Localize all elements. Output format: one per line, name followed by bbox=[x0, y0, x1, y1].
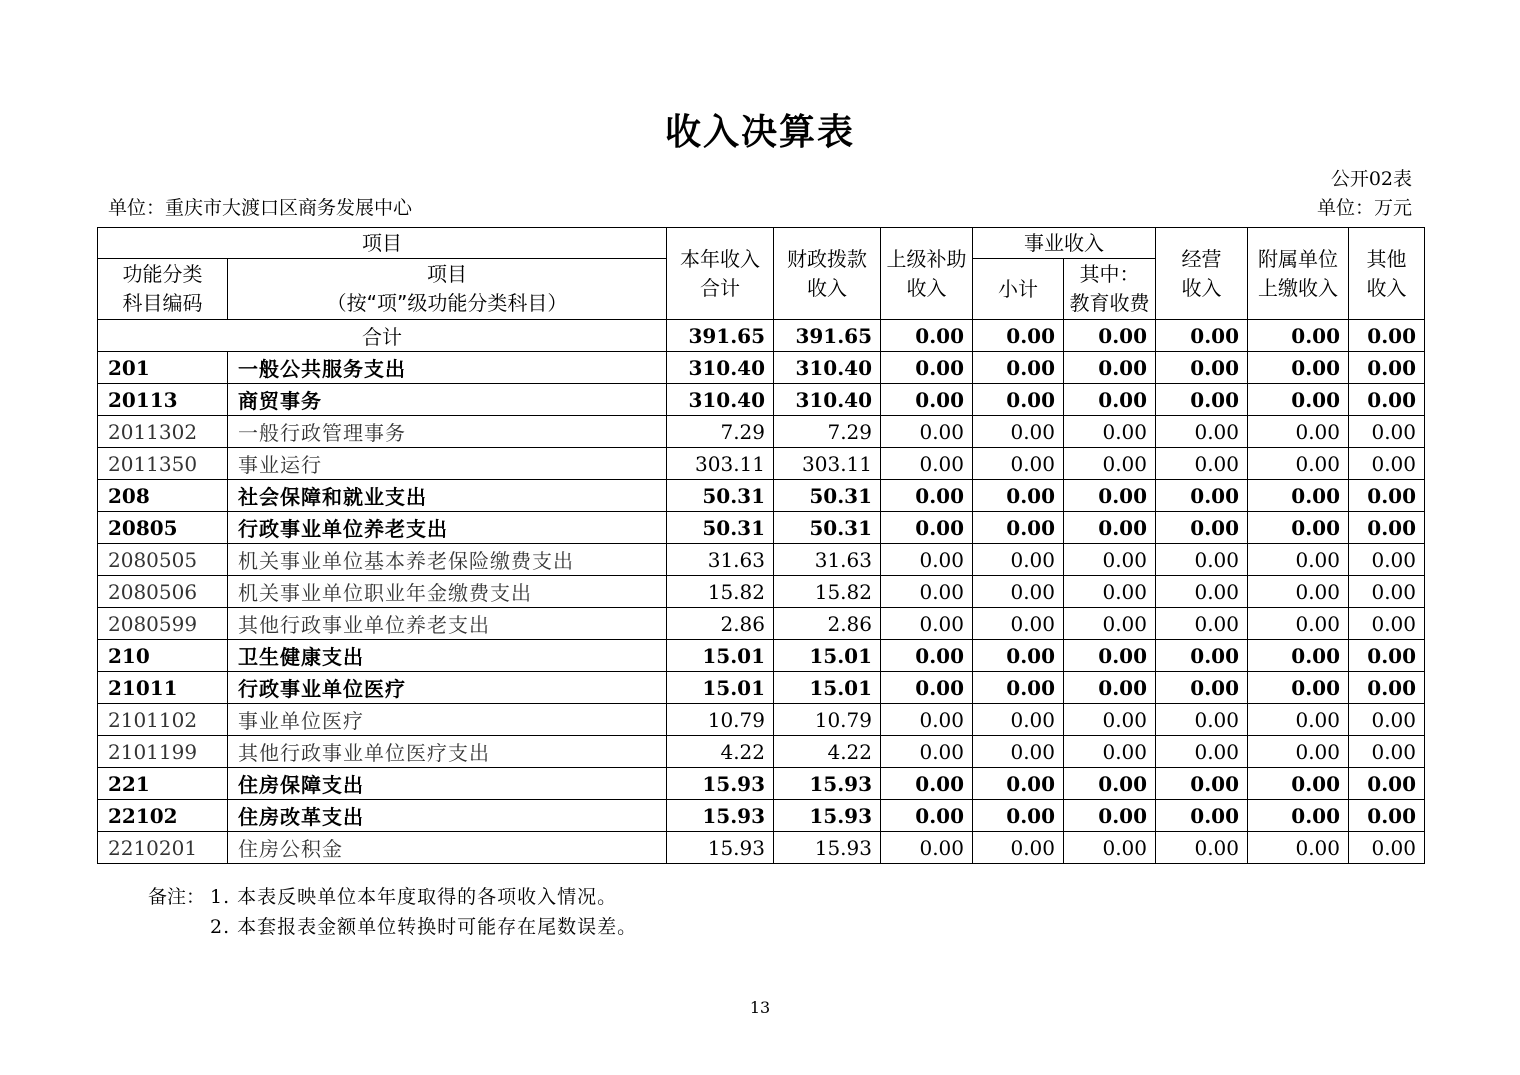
row-value: 0.00 bbox=[1349, 768, 1425, 800]
table-row bbox=[98, 416, 1425, 448]
row-value: 15.93 bbox=[774, 800, 881, 832]
row-value: 15.93 bbox=[774, 768, 881, 800]
row-value: 303.11 bbox=[667, 448, 774, 480]
row-value: 0.00 bbox=[973, 704, 1064, 736]
row-code: 2210201 bbox=[98, 832, 228, 864]
row-value: 0.00 bbox=[1248, 800, 1349, 832]
notes bbox=[148, 882, 637, 942]
row-value: 0.00 bbox=[1156, 384, 1248, 416]
total-cell: 0.00 bbox=[1156, 320, 1248, 352]
row-value: 15.93 bbox=[774, 832, 881, 864]
page-number: 13 bbox=[749, 998, 771, 1017]
row-value: 0.00 bbox=[1156, 352, 1248, 384]
row-value: 0.00 bbox=[881, 768, 973, 800]
row-value: 0.00 bbox=[1064, 512, 1156, 544]
currency-unit: 单位：万元 bbox=[1316, 197, 1412, 219]
total-cell: 0.00 bbox=[1064, 320, 1156, 352]
row-value: 0.00 bbox=[881, 832, 973, 864]
table-row bbox=[98, 448, 1425, 480]
row-value: 0.00 bbox=[1349, 640, 1425, 672]
row-value: 0.00 bbox=[1064, 640, 1156, 672]
row-value: 10.79 bbox=[774, 704, 881, 736]
note-item: 1. 本表反映单位本年度取得的各项收入情况。 bbox=[210, 886, 618, 908]
row-value: 0.00 bbox=[1349, 608, 1425, 640]
row-value: 0.00 bbox=[881, 704, 973, 736]
row-value: 310.40 bbox=[667, 352, 774, 384]
row-value: 0.00 bbox=[1064, 608, 1156, 640]
row-value: 0.00 bbox=[1248, 512, 1349, 544]
header-code: 功能分类 科目编码 bbox=[98, 259, 228, 320]
row-value: 0.00 bbox=[973, 512, 1064, 544]
row-value: 0.00 bbox=[1156, 608, 1248, 640]
row-value: 0.00 bbox=[881, 384, 973, 416]
row-value: 0.00 bbox=[973, 768, 1064, 800]
table-row bbox=[98, 736, 1425, 768]
total-cell: 0.00 bbox=[881, 320, 973, 352]
row-value: 2.86 bbox=[667, 608, 774, 640]
row-value: 0.00 bbox=[1156, 768, 1248, 800]
table-row bbox=[98, 640, 1425, 672]
row-value: 0.00 bbox=[973, 608, 1064, 640]
row-value: 0.00 bbox=[1156, 640, 1248, 672]
row-value: 310.40 bbox=[774, 384, 881, 416]
table-row bbox=[98, 800, 1425, 832]
row-value: 0.00 bbox=[973, 736, 1064, 768]
row-value: 0.00 bbox=[1248, 384, 1349, 416]
row-code: 210 bbox=[98, 640, 228, 672]
row-name: 其他行政事业单位养老支出 bbox=[228, 608, 667, 640]
row-value: 0.00 bbox=[1064, 352, 1156, 384]
row-value: 0.00 bbox=[1064, 416, 1156, 448]
row-code: 2101199 bbox=[98, 736, 228, 768]
header-other: 其他 收入 bbox=[1349, 228, 1425, 320]
row-value: 0.00 bbox=[973, 384, 1064, 416]
header-affiliated: 附属单位 上缴收入 bbox=[1248, 228, 1349, 320]
row-code: 22102 bbox=[98, 800, 228, 832]
row-value: 15.01 bbox=[667, 640, 774, 672]
table-row bbox=[98, 384, 1425, 416]
row-value: 0.00 bbox=[1349, 352, 1425, 384]
total-row bbox=[98, 320, 1425, 352]
row-value: 0.00 bbox=[1064, 736, 1156, 768]
row-value: 4.22 bbox=[774, 736, 881, 768]
row-value: 0.00 bbox=[1349, 800, 1425, 832]
row-value: 50.31 bbox=[667, 480, 774, 512]
row-value: 0.00 bbox=[1248, 672, 1349, 704]
header-total: 本年收入 合计 bbox=[667, 228, 774, 320]
row-value: 0.00 bbox=[1248, 640, 1349, 672]
row-value: 15.93 bbox=[667, 800, 774, 832]
row-value: 0.00 bbox=[973, 416, 1064, 448]
table-row bbox=[98, 608, 1425, 640]
row-value: 0.00 bbox=[1349, 832, 1425, 864]
row-value: 0.00 bbox=[881, 544, 973, 576]
row-value: 0.00 bbox=[1248, 416, 1349, 448]
row-value: 0.00 bbox=[1156, 416, 1248, 448]
row-value: 15.01 bbox=[774, 672, 881, 704]
row-value: 0.00 bbox=[1064, 480, 1156, 512]
row-code: 20805 bbox=[98, 512, 228, 544]
row-value: 0.00 bbox=[1156, 672, 1248, 704]
row-code: 201 bbox=[98, 352, 228, 384]
row-value: 0.00 bbox=[1349, 480, 1425, 512]
row-name: 机关事业单位职业年金缴费支出 bbox=[228, 576, 667, 608]
row-value: 0.00 bbox=[1156, 736, 1248, 768]
row-value: 15.82 bbox=[774, 576, 881, 608]
row-value: 0.00 bbox=[1064, 800, 1156, 832]
header-row-1 bbox=[98, 228, 1425, 259]
row-value: 0.00 bbox=[973, 832, 1064, 864]
row-value: 0.00 bbox=[973, 544, 1064, 576]
row-value: 0.00 bbox=[1248, 704, 1349, 736]
row-name: 事业运行 bbox=[228, 448, 667, 480]
income-table bbox=[97, 227, 1425, 864]
row-name: 住房保障支出 bbox=[228, 768, 667, 800]
row-value: 0.00 bbox=[973, 448, 1064, 480]
row-value: 0.00 bbox=[1248, 352, 1349, 384]
form-number: 公开02表 bbox=[1330, 168, 1412, 190]
row-name: 机关事业单位基本养老保险缴费支出 bbox=[228, 544, 667, 576]
header-operating: 经营 收入 bbox=[1156, 228, 1248, 320]
row-name: 卫生健康支出 bbox=[228, 640, 667, 672]
row-value: 0.00 bbox=[1349, 512, 1425, 544]
total-cell: 0.00 bbox=[973, 320, 1064, 352]
row-value: 0.00 bbox=[1156, 544, 1248, 576]
row-value: 0.00 bbox=[1248, 768, 1349, 800]
row-value: 15.82 bbox=[667, 576, 774, 608]
total-cell: 391.65 bbox=[667, 320, 774, 352]
row-value: 2.86 bbox=[774, 608, 881, 640]
header-superior: 上级补助 收入 bbox=[881, 228, 973, 320]
total-cell: 391.65 bbox=[774, 320, 881, 352]
row-value: 0.00 bbox=[881, 448, 973, 480]
row-value: 0.00 bbox=[1064, 704, 1156, 736]
row-value: 0.00 bbox=[881, 672, 973, 704]
row-value: 4.22 bbox=[667, 736, 774, 768]
row-value: 0.00 bbox=[1248, 544, 1349, 576]
table-row bbox=[98, 544, 1425, 576]
row-name: 商贸事务 bbox=[228, 384, 667, 416]
row-name: 一般公共服务支出 bbox=[228, 352, 667, 384]
row-value: 0.00 bbox=[1349, 448, 1425, 480]
row-value: 0.00 bbox=[1349, 736, 1425, 768]
row-name: 行政事业单位养老支出 bbox=[228, 512, 667, 544]
row-value: 0.00 bbox=[973, 576, 1064, 608]
row-value: 0.00 bbox=[1349, 576, 1425, 608]
row-value: 0.00 bbox=[1064, 832, 1156, 864]
row-value: 0.00 bbox=[1156, 448, 1248, 480]
organization-unit: 单位：重庆市大渡口区商务发展中心 bbox=[108, 197, 413, 219]
notes-label: 备注： bbox=[148, 886, 206, 908]
page-title: 收入决算表 bbox=[664, 112, 855, 153]
row-value: 15.93 bbox=[667, 832, 774, 864]
total-cell: 0.00 bbox=[1248, 320, 1349, 352]
header-item: 项目 bbox=[98, 228, 667, 259]
row-value: 0.00 bbox=[973, 352, 1064, 384]
row-value: 50.31 bbox=[774, 480, 881, 512]
row-value: 0.00 bbox=[1349, 704, 1425, 736]
row-value: 0.00 bbox=[881, 640, 973, 672]
table-row bbox=[98, 768, 1425, 800]
header-name: 项目 （按“项”级功能分类科目） bbox=[228, 259, 667, 320]
row-value: 0.00 bbox=[1064, 768, 1156, 800]
row-value: 310.40 bbox=[667, 384, 774, 416]
row-code: 221 bbox=[98, 768, 228, 800]
row-value: 0.00 bbox=[1349, 416, 1425, 448]
row-value: 0.00 bbox=[881, 416, 973, 448]
row-name: 住房公积金 bbox=[228, 832, 667, 864]
row-value: 31.63 bbox=[774, 544, 881, 576]
row-value: 0.00 bbox=[1156, 512, 1248, 544]
row-value: 0.00 bbox=[1156, 480, 1248, 512]
table-row bbox=[98, 832, 1425, 864]
row-name: 行政事业单位医疗 bbox=[228, 672, 667, 704]
row-name: 其他行政事业单位医疗支出 bbox=[228, 736, 667, 768]
row-value: 0.00 bbox=[1248, 832, 1349, 864]
header-edu-fee: 其中： 教育收费 bbox=[1064, 259, 1156, 320]
row-code: 2080505 bbox=[98, 544, 228, 576]
row-value: 0.00 bbox=[881, 736, 973, 768]
row-value: 0.00 bbox=[881, 512, 973, 544]
row-value: 10.79 bbox=[667, 704, 774, 736]
row-value: 0.00 bbox=[1349, 672, 1425, 704]
row-value: 0.00 bbox=[1248, 736, 1349, 768]
header-fiscal: 财政拨款 收入 bbox=[774, 228, 881, 320]
row-value: 0.00 bbox=[1156, 704, 1248, 736]
row-value: 0.00 bbox=[1064, 544, 1156, 576]
row-value: 0.00 bbox=[881, 576, 973, 608]
row-code: 2080506 bbox=[98, 576, 228, 608]
row-value: 0.00 bbox=[973, 672, 1064, 704]
row-value: 0.00 bbox=[1248, 448, 1349, 480]
header-career: 事业收入 bbox=[973, 228, 1156, 259]
row-code: 2011350 bbox=[98, 448, 228, 480]
row-value: 303.11 bbox=[774, 448, 881, 480]
table-row bbox=[98, 512, 1425, 544]
row-code: 20113 bbox=[98, 384, 228, 416]
total-cell: 0.00 bbox=[1349, 320, 1425, 352]
row-value: 0.00 bbox=[1064, 384, 1156, 416]
header-subtotal: 小计 bbox=[973, 259, 1064, 320]
row-value: 0.00 bbox=[1156, 576, 1248, 608]
row-code: 2011302 bbox=[98, 416, 228, 448]
table-row bbox=[98, 576, 1425, 608]
row-value: 0.00 bbox=[1248, 608, 1349, 640]
table-row bbox=[98, 672, 1425, 704]
row-name: 社会保障和就业支出 bbox=[228, 480, 667, 512]
row-value: 0.00 bbox=[1064, 672, 1156, 704]
row-value: 0.00 bbox=[1248, 576, 1349, 608]
row-value: 0.00 bbox=[1064, 576, 1156, 608]
row-value: 0.00 bbox=[1248, 480, 1349, 512]
row-value: 0.00 bbox=[881, 608, 973, 640]
row-value: 50.31 bbox=[774, 512, 881, 544]
table-row bbox=[98, 704, 1425, 736]
row-value: 0.00 bbox=[1349, 384, 1425, 416]
row-value: 0.00 bbox=[973, 480, 1064, 512]
row-value: 0.00 bbox=[881, 800, 973, 832]
row-value: 0.00 bbox=[1156, 800, 1248, 832]
row-code: 208 bbox=[98, 480, 228, 512]
total-label: 合计 bbox=[98, 320, 667, 352]
row-value: 15.93 bbox=[667, 768, 774, 800]
row-code: 2101102 bbox=[98, 704, 228, 736]
row-value: 15.01 bbox=[667, 672, 774, 704]
row-value: 7.29 bbox=[667, 416, 774, 448]
row-value: 50.31 bbox=[667, 512, 774, 544]
row-name: 事业单位医疗 bbox=[228, 704, 667, 736]
row-value: 7.29 bbox=[774, 416, 881, 448]
row-value: 31.63 bbox=[667, 544, 774, 576]
row-value: 0.00 bbox=[881, 480, 973, 512]
row-value: 310.40 bbox=[774, 352, 881, 384]
row-value: 0.00 bbox=[1349, 544, 1425, 576]
note-item: 2. 本套报表金额单位转换时可能存在尾数误差。 bbox=[210, 916, 638, 938]
row-value: 15.01 bbox=[774, 640, 881, 672]
row-value: 0.00 bbox=[973, 800, 1064, 832]
table-row bbox=[98, 480, 1425, 512]
row-code: 2080599 bbox=[98, 608, 228, 640]
row-name: 一般行政管理事务 bbox=[228, 416, 667, 448]
row-value: 0.00 bbox=[1156, 832, 1248, 864]
row-value: 0.00 bbox=[1064, 448, 1156, 480]
row-value: 0.00 bbox=[973, 640, 1064, 672]
table-row bbox=[98, 352, 1425, 384]
row-code: 21011 bbox=[98, 672, 228, 704]
row-value: 0.00 bbox=[881, 352, 973, 384]
row-name: 住房改革支出 bbox=[228, 800, 667, 832]
